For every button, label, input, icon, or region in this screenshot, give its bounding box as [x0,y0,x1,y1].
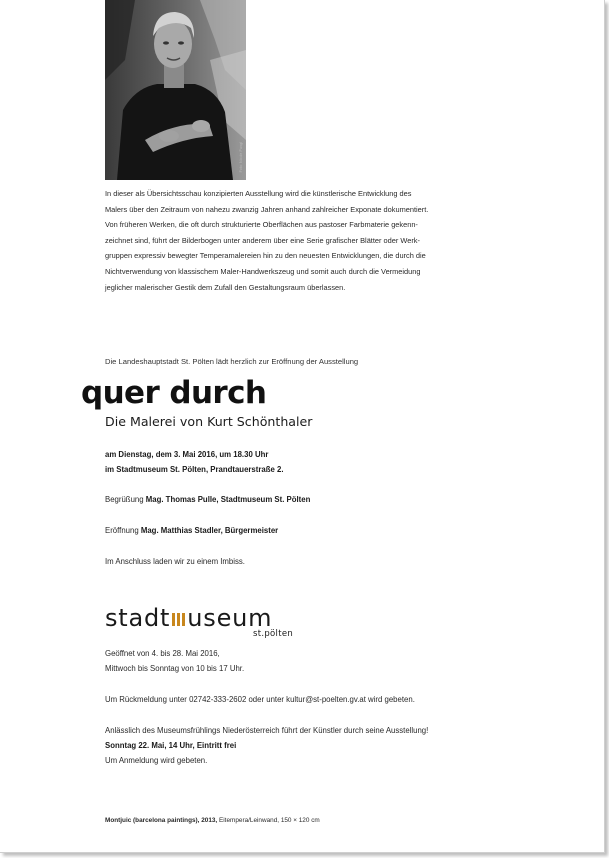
logo-word-left: stadt [105,604,171,632]
logo-subtitle: st.pölten [253,629,294,639]
intro-line: jeglicher malerischer Gestik dem Zufall den Gestaltungsraum überlassen. [105,282,346,292]
snack-note: Im Anschluss laden wir zu einem Imbiss. [105,557,245,566]
welcome-person: Mag. Thomas Pulle, Stadtmuseum St. Pölten [145,495,311,504]
intro-line: Von früheren Werken, die oft durch strukturierte Oberflächen aus pastoser Farbmaterie gekenn- [105,220,418,230]
stadtmuseum-logo [105,603,315,643]
event-venue: im Stadtmuseum St. Pölten, Prandtauerstraße 2. [105,465,284,474]
hours-line-1: Geöffnet von 4. bis 28. Mai 2016, [105,649,220,658]
tour-line-3: Um Anmeldung wird gebeten. [105,756,208,765]
intro-line: gruppen expressiv bewegter Temperamalereien hin zu den neuesten Entwicklungen, die durch die [105,251,426,261]
tour-line-2: Sonntag 22. Mai, 14 Uhr, Eintritt frei [105,741,237,750]
artwork-title: Montjuic (barcelona paintings), 2013, [105,817,218,824]
opening-person: Mag. Matthias Stadler, Bürgermeister [140,526,279,535]
welcome-label: Begrüßung [105,495,144,504]
rsvp-note: Um Rückmeldung unter 02742-333-2602 oder unter kultur@st-poelten.gv.at wird gebeten. [105,695,415,704]
intro-line: Nichtverwendung von klassischem Maler-Handwerkszeug und somit auch durch die Vermeidung [105,266,421,276]
intro-text [105,186,525,295]
logo-wordmark [105,603,272,633]
artist-photo-graphic [105,0,246,180]
opening-label: Eröffnung [105,526,139,535]
event-date: am Dienstag, dem 3. Mai 2016, um 18.30 Uhr [105,450,269,459]
artwork-details: Eitempera/Leinwand, 150 × 120 cm [219,817,320,824]
intro-line: Malers über den Zeitraum von nahezu zwanzig Jahren anhand zahlreicher Exponate dokumentiert. [105,204,429,214]
hours-line-2: Mittwoch bis Sonntag von 10 bis 17 Uhr. [105,664,245,673]
exhibition-subtitle: Die Malerei von Kurt Schönthaler [105,414,313,429]
welcome-line [105,495,310,504]
exhibition-title: quer durch [81,375,267,411]
artwork-caption [105,817,320,824]
tour-line-1: Anlässlich des Museumsfrühlings Niederösterreich führt der Künstler durch seine Ausstellung! [105,726,429,735]
opening-line [105,526,278,535]
logo-word-right: useum [187,604,273,632]
photo-credit: Foto: Nicole Pangl [239,141,243,172]
artist-photo [105,0,246,180]
logo-m-bars-icon [172,613,185,626]
invitation-text: Die Landeshauptstadt St. Pölten lädt herzlich zur Eröffnung der Ausstellung [105,357,359,366]
intro-line: zeichnet sind, führt der Bilderbogen unter anderem über eine Serie grafischer Blätter oder Werk- [105,235,420,245]
intro-line: In dieser als Übersichtsschau konzipierten Ausstellung wird die künstlerische Entwicklung des [105,189,412,198]
